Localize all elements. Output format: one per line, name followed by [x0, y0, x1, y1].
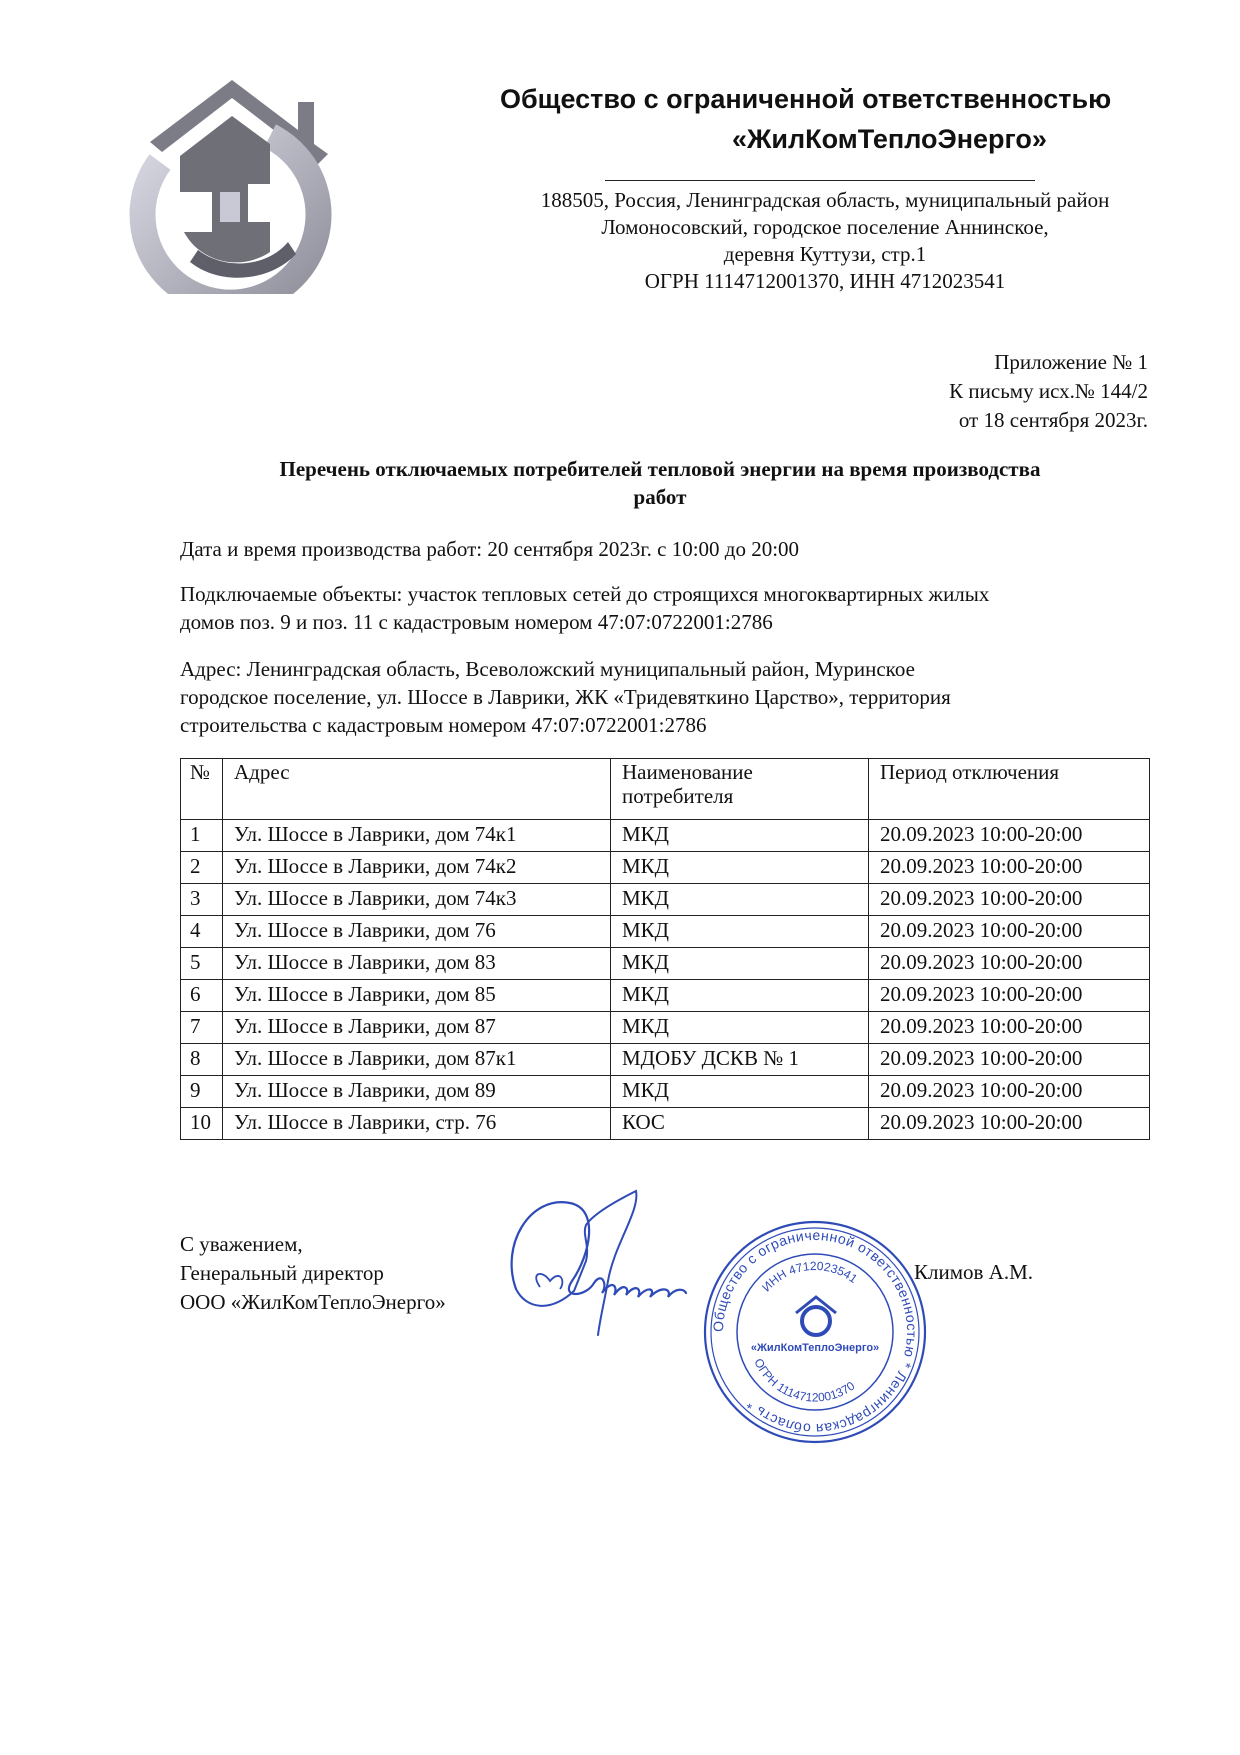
cell-address: Ул. Шоссе в Лаврики, дом 89: [223, 1076, 611, 1108]
closing-phrase: С уважением,: [180, 1232, 303, 1256]
cell-consumer-name: КОС: [611, 1108, 869, 1140]
address-line1: Адрес: Ленинградская область, Всеволожский муниципальный район, Муринское: [180, 657, 915, 681]
svg-text:ИНН 4712023541: [759, 1259, 860, 1295]
org-address-line2: Ломоносовский, городское поселение Аннинское,: [601, 215, 1049, 239]
cell-consumer-name: МКД: [611, 820, 869, 852]
cell-period: 20.09.2023 10:00-20:00: [869, 948, 1150, 980]
signer-company: ООО «ЖилКомТеплоЭнерго»: [180, 1290, 446, 1314]
cell-address: Ул. Шоссе в Лаврики, дом 74к2: [223, 852, 611, 884]
cell-period: 20.09.2023 10:00-20:00: [869, 852, 1150, 884]
appendix-letter-ref: К письму исх.№ 144/2: [949, 379, 1148, 403]
cell-num: 8: [181, 1044, 223, 1076]
stamp-inn: ИНН 4712023541: [759, 1258, 861, 1295]
cell-period: 20.09.2023 10:00-20:00: [869, 1012, 1150, 1044]
header-consumer-name: [611, 759, 869, 820]
org-registration: ОГРН 1114712001370, ИНН 4712023541: [644, 269, 1006, 293]
cell-address: Ул. Шоссе в Лаврики, дом 74к1: [223, 820, 611, 852]
objects-line2: домов поз. 9 и поз. 11 с кадастровым номером 47:07:0722001:2786: [180, 610, 773, 634]
company-seal: [700, 1217, 930, 1447]
stamp-ogrn: ОГРН 1114712001370: [751, 1356, 858, 1405]
company-logo-icon: [120, 72, 340, 294]
cell-address: Ул. Шоссе в Лаврики, дом 76: [223, 916, 611, 948]
objects-line1: Подключаемые объекты: участок тепловых сетей до строящихся многоквартирных жилых: [180, 582, 990, 606]
table-row: [181, 1012, 1150, 1044]
cell-num: 2: [181, 852, 223, 884]
cell-num: 10: [181, 1108, 223, 1140]
cell-num: 5: [181, 948, 223, 980]
address-line2: городское поселение, ул. Шоссе в Лаврики, ЖК «Тридевяткино Царство», территория: [180, 685, 951, 709]
org-title-line2: «ЖилКомТеплоЭнерго»: [732, 124, 1047, 154]
cell-period: 20.09.2023 10:00-20:00: [869, 1108, 1150, 1140]
header-consumer-name-line2: потребителя: [622, 784, 734, 808]
cell-consumer-name: МКД: [611, 916, 869, 948]
cell-consumer-name: МКД: [611, 1076, 869, 1108]
appendix-number: Приложение № 1: [994, 350, 1148, 374]
table-header-row: [181, 759, 1150, 820]
org-address-line3: деревня Куттузи, стр.1: [723, 242, 927, 266]
document-title: [180, 455, 1140, 511]
signature-block: [180, 1230, 446, 1317]
table-row: [181, 1108, 1150, 1140]
cell-address: Ул. Шоссе в Лаврики, дом 87к1: [223, 1044, 611, 1076]
table-row: [181, 916, 1150, 948]
header-period: Период отключения: [869, 759, 1150, 820]
work-date-paragraph: Дата и время производства работ: 20 сентября 2023г. с 10:00 до 20:00: [180, 537, 800, 561]
cell-consumer-name: МКД: [611, 980, 869, 1012]
appendix-reference: [628, 348, 1148, 435]
org-title-line1: Общество с ограниченной ответственностью: [500, 84, 1112, 114]
cell-consumer-name: МКД: [611, 1012, 869, 1044]
cell-consumer-name: МКД: [611, 884, 869, 916]
cell-consumer-name: МКД: [611, 948, 869, 980]
cell-num: 4: [181, 916, 223, 948]
objects-paragraph: [180, 580, 1160, 636]
consumers-table: [180, 758, 1150, 1140]
header-consumer-name-line1: Наименование: [622, 760, 753, 784]
cell-address: Ул. Шоссе в Лаврики, дом 74к3: [223, 884, 611, 916]
cell-num: 3: [181, 884, 223, 916]
cell-num: 1: [181, 820, 223, 852]
header-address: Адрес: [223, 759, 611, 820]
stamp-center-name: «ЖилКомТеплоЭнерго»: [750, 1342, 880, 1354]
table-row: [181, 820, 1150, 852]
cell-consumer-name: МКД: [611, 852, 869, 884]
table-row: [181, 980, 1150, 1012]
cell-address: Ул. Шоссе в Лаврики, стр. 76: [223, 1108, 611, 1140]
cell-num: 6: [181, 980, 223, 1012]
table-row: [181, 852, 1150, 884]
address-line3: строительства с кадастровым номером 47:07:0722001:2786: [180, 713, 707, 737]
cell-address: Ул. Шоссе в Лаврики, дом 83: [223, 948, 611, 980]
table-row: [181, 948, 1150, 980]
table-row: [181, 1076, 1150, 1108]
cell-period: 20.09.2023 10:00-20:00: [869, 1076, 1150, 1108]
stamp-logo-icon: [796, 1297, 836, 1335]
handwritten-signature-icon: [490, 1185, 700, 1350]
stamp-ring-text: Общество с ограниченной ответственностью * Ленинградская область *: [709, 1226, 921, 1438]
cell-address: Ул. Шоссе в Лаврики, дом 87: [223, 1012, 611, 1044]
cell-period: 20.09.2023 10:00-20:00: [869, 980, 1150, 1012]
cell-period: 20.09.2023 10:00-20:00: [869, 820, 1150, 852]
cell-period: 20.09.2023 10:00-20:00: [869, 1044, 1150, 1076]
header-divider: [605, 180, 1035, 181]
svg-text:ОГРН 1114712001370: [751, 1356, 857, 1404]
cell-address: Ул. Шоссе в Лаврики, дом 85: [223, 980, 611, 1012]
cell-consumer-name: МДОБУ ДСКВ № 1: [611, 1044, 869, 1076]
signer-name: Климов А.М.: [914, 1260, 1034, 1284]
cell-num: 9: [181, 1076, 223, 1108]
table-row: [181, 884, 1150, 916]
appendix-date: от 18 сентября 2023г.: [958, 408, 1148, 432]
table-row: [181, 1044, 1150, 1076]
cell-num: 7: [181, 1012, 223, 1044]
cell-period: 20.09.2023 10:00-20:00: [869, 916, 1150, 948]
header-num: №: [181, 759, 223, 820]
org-address-line1: 188505, Россия, Ленинградская область, муниципальный район: [540, 188, 1110, 212]
cell-period: 20.09.2023 10:00-20:00: [869, 884, 1150, 916]
document-title-line2: работ: [633, 485, 687, 509]
org-address: [440, 187, 1210, 295]
signer-position: Генеральный директор: [180, 1261, 384, 1285]
address-paragraph: [180, 655, 1160, 739]
document-title-line1: Перечень отключаемых потребителей тепловой энергии на время производства: [279, 457, 1041, 481]
